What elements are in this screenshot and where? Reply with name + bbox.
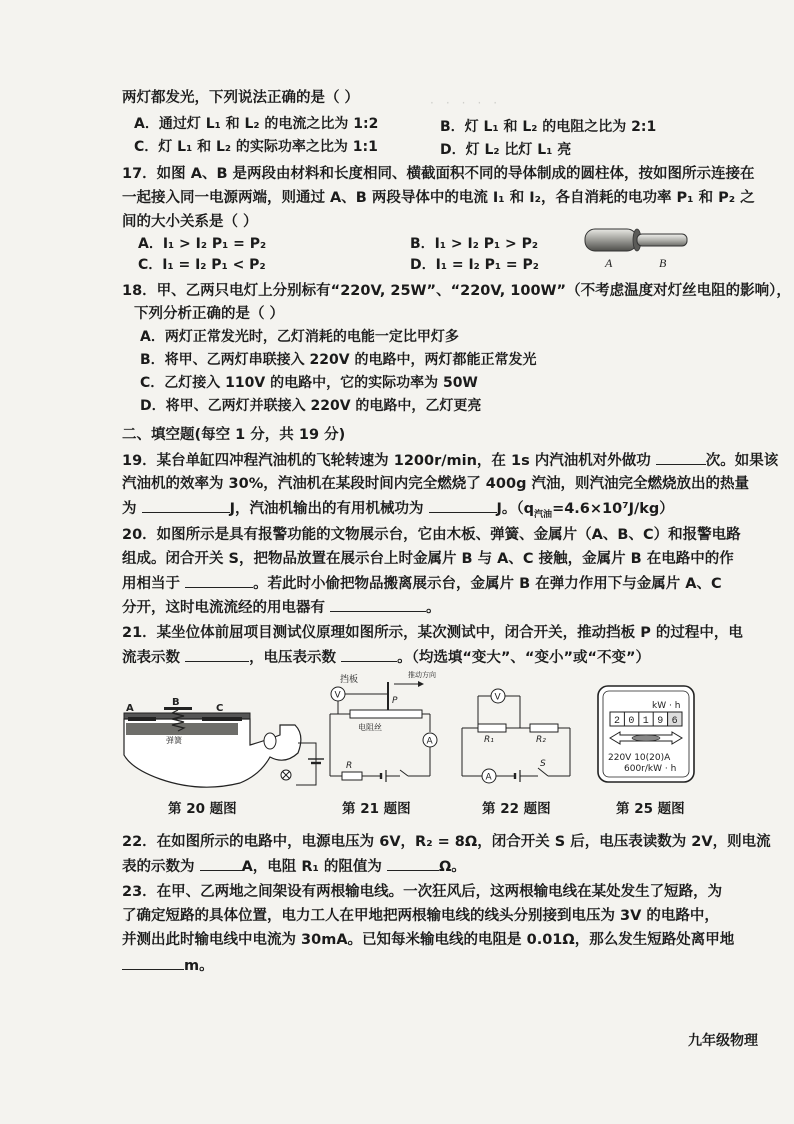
q18-option-b: B．将甲、乙两灯串联接入 220V 的电路中，两灯都能正常发光 — [140, 352, 537, 368]
fig25-digit-1: 2 — [614, 716, 621, 727]
q18-option-c: C．乙灯接入 110V 的电路中，它的实际功率为 50W — [140, 375, 478, 391]
q17-label-b: B — [659, 256, 667, 270]
section-fill-in-heading: 二、填空题(每空 1 分，共 19 分) — [122, 427, 346, 443]
fig22-label-s: S — [540, 759, 546, 769]
q22-text: A，电阻 R₁ 的阻值为 — [241, 859, 387, 875]
footer-subject: 九年级物理 — [688, 1033, 758, 1049]
q16-option-d: D．灯 L₂ 比灯 L₁ 亮 — [440, 142, 572, 158]
q21-text: ，电压表示数 — [249, 650, 342, 666]
q19-text: 为 — [122, 501, 142, 517]
fig25-unit-label: kW · h — [652, 701, 681, 711]
q21-line-2 — [122, 647, 650, 668]
fig20-display-stand — [120, 695, 330, 795]
fig20-label-b: B — [172, 697, 180, 708]
q23-line-3: 并测出此时输电线中电流为 30mA。已知每米输电线的电阻是 0.01Ω，那么发生短路处离甲地 — [122, 932, 735, 948]
q22-line-2 — [122, 856, 466, 877]
q17-option-c: C．I₁ = I₂ P₁ < P₂ — [138, 257, 266, 273]
fig25-digit-4: 9 — [657, 716, 664, 727]
q20-line-2: 组成。闭合开关 S，把物品放置在展示台上时金属片 B 与 A、C 接触，金属片 B 在电路中的作 — [122, 551, 734, 567]
q21-text: 。（均选填“变大”、“变小”或“不变”） — [397, 650, 651, 666]
fig21-caption: 第 21 题图 — [342, 801, 411, 817]
q23-line-4 — [122, 955, 214, 976]
q19-text: =4.6×10⁷J/kg） — [552, 501, 674, 517]
q20-blank-2[interactable] — [330, 597, 426, 612]
fig25-digit-2: 0 — [628, 716, 635, 727]
fig21-voltmeter-label: V — [334, 690, 341, 701]
q21-text: 流表示数 — [122, 650, 186, 666]
q17-conductor-figure — [575, 225, 695, 273]
fig20-label-spring: 弹簧 — [166, 736, 182, 745]
q23-text: m。 — [184, 958, 214, 974]
q19-text: 次。如果该 — [705, 453, 779, 469]
fig20-label-c: C — [216, 703, 224, 714]
q18-option-d: D．将甲、乙两灯并联接入 220V 的电路中，乙灯更亮 — [140, 398, 482, 414]
q23-line-1: 23．在甲、乙两地之间架设有两根输电线。一次狂风后，这两根输电线在某处发生了短路，为 — [122, 884, 723, 900]
q16-option-b: B．灯 L₁ 和 L₂ 的电阻之比为 2:1 — [440, 119, 657, 135]
q19-line-2: 汽油机的效率为 30%，汽油机在某段时间内完全燃烧了 400g 汽油，则汽油完全燃烧放出的热量 — [122, 476, 749, 492]
fig25-caption: 第 25 题图 — [616, 801, 685, 817]
q20-line-1: 20．如图所示是具有报警功能的文物展示台，它由木板、弹簧、金属片（A、B、C）和报警电路 — [122, 527, 741, 543]
q22-text: 表的示数为 — [122, 859, 200, 875]
q17-line-3: 间的大小关系是（ ） — [122, 214, 258, 230]
fig22-voltmeter-label: V — [494, 692, 501, 703]
q19-blank-3[interactable] — [429, 498, 497, 513]
fig25-spec-2: 600r/kW · h — [624, 764, 677, 774]
q22-line-1: 22．在如图所示的电路中，电源电压为 6V，R₂ = 8Ω，闭合开关 S 后，电压表读数为 2V，则电流 — [122, 834, 771, 850]
fig21-label-wire: 电阻丝 — [358, 723, 382, 732]
q19-subscript: 汽油 — [534, 509, 553, 520]
q16-option-c: C．灯 L₁ 和 L₂ 的实际功率之比为 1:1 — [134, 139, 378, 155]
fig22-circuit — [458, 684, 578, 788]
q20-text: 。若此时小偷把物品搬离展示台，金属片 B 在弹力作用下与金属片 A、C — [253, 576, 722, 592]
q21-line-1: 21．某坐位体前屈项目测试仪原理如图所示，某次测试中，闭合开关，推动挡板 P 的过程中，电 — [122, 625, 743, 641]
q20-line-4 — [122, 597, 441, 618]
q18-line-1: 18．甲、乙两只电灯上分别标有“220V, 25W”、“220V, 100W”（不考虑温度对灯丝电阻的影响）， — [122, 283, 791, 299]
q22-blank-2[interactable] — [387, 856, 439, 871]
q22-blank-1[interactable] — [200, 856, 242, 871]
fig21-label-push-direction: 推动方向 — [408, 671, 436, 679]
fig21-label-baffle: 挡板 — [340, 675, 359, 685]
q20-text: 。 — [426, 600, 441, 616]
fig21-circuit — [326, 668, 446, 788]
q17-line-1: 17．如图 A、B 是两段由材料和长度相同、横截面积不同的导体制成的圆柱体，按如图所示连接在 — [122, 166, 755, 182]
q17-line-2: 一起接入同一电源两端，则通过 A、B 两段导体中的电流 I₁ 和 I₂，各自消耗的电功率 P₁ 和 P₂ 之 — [122, 190, 755, 206]
q21-blank-1[interactable] — [185, 647, 249, 662]
q19-line-1 — [122, 450, 778, 471]
fig20-label-a: A — [126, 703, 134, 714]
q18-option-a: A．两灯正常发光时，乙灯消耗的电能一定比甲灯多 — [140, 329, 459, 345]
q20-line-3 — [122, 573, 722, 594]
fig22-label-r1: R₁ — [484, 735, 494, 745]
q16-stem: 两灯都发光，下列说法正确的是（ ） — [122, 90, 360, 106]
q17-option-a: A．I₁ > I₂ P₁ = P₂ — [138, 236, 267, 252]
q20-blank-1[interactable] — [185, 573, 253, 588]
q17-option-b: B．I₁ > I₂ P₁ > P₂ — [410, 236, 538, 252]
fig22-caption: 第 22 题图 — [482, 801, 551, 817]
q19-text: J。（q — [496, 501, 535, 517]
q17-label-a: A — [605, 256, 613, 270]
fig22-ammeter-label: A — [485, 772, 492, 783]
q17-option-d: D．I₁ = I₂ P₁ = P₂ — [410, 257, 539, 273]
fig25-digit-3: 1 — [642, 716, 649, 727]
q20-text: 分开，这时电流流经的用电器有 — [122, 600, 331, 616]
fig25-energy-meter — [596, 684, 696, 786]
q19-text: 19．某台单缸四冲程汽油机的飞轮转速为 1200r/min，在 1s 内汽油机对外做功 — [122, 453, 656, 469]
fig20-caption: 第 20 题图 — [168, 801, 237, 817]
q22-text: Ω。 — [438, 859, 466, 875]
fig21-label-r: R — [346, 761, 353, 771]
q21-blank-2[interactable] — [341, 647, 397, 662]
q19-line-3 — [122, 498, 674, 525]
q20-text: 用相当于 — [122, 576, 186, 592]
q16-option-a: A．通过灯 L₁ 和 L₂ 的电流之比为 1:2 — [134, 116, 379, 132]
fig21-label-p: P — [392, 696, 398, 706]
fig25-digit-5: 6 — [671, 716, 678, 727]
q18-line-2: 下列分析正确的是（ ） — [134, 306, 285, 322]
q23-line-2: 了确定短路的具体位置，电力工人在甲地把两根输电线的线头分别接到电压为 3V 的电路中， — [122, 908, 719, 924]
fig21-ammeter-label: A — [426, 736, 433, 747]
q19-blank-2[interactable] — [142, 498, 230, 513]
q19-blank-1[interactable] — [656, 450, 706, 465]
fig22-label-r2: R₂ — [536, 735, 546, 745]
q23-blank-1[interactable] — [122, 955, 184, 970]
fig25-spec-1: 220V 10(20)A — [608, 753, 671, 763]
q19-text: J，汽油机输出的有用机械功为 — [229, 501, 429, 517]
bleed-through-text: · · · · · — [430, 96, 498, 110]
